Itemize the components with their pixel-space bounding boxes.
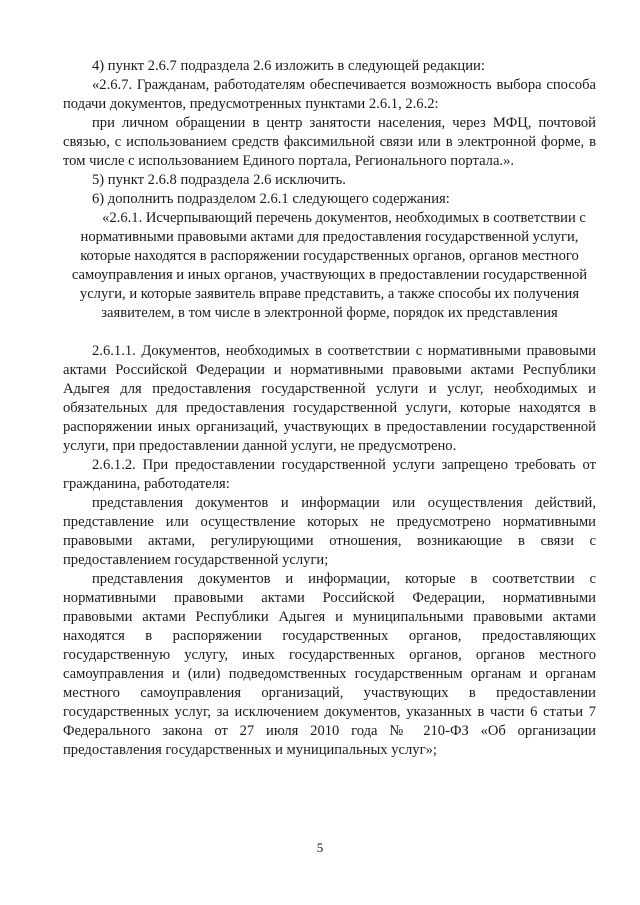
paragraph-2-6-1-1: 2.6.1.1. Документов, необходимых в соответствии с нормативными правовыми актами Российской Федерации и нормативными правовыми актами Республики Адыгея для предоставления государственной услуги и услуг, необходимых и обязательных для предоставления государственной услуги, которые находятся в распоряжении иных организаций, участвующих в предоставлении государственной услуги, при предоставлении данной услуги, не предусмотрено.	[63, 343, 596, 454]
paragraph-submission-methods: при личном обращении в центр занятости населения, через МФЦ, почтовой связью, с использованием средств факсимильной связи или в электронной форме, в том числе с использованием Единого портала, Регионального портала.».	[63, 115, 596, 169]
document-page	[63, 57, 596, 760]
page-number: 5	[316, 840, 324, 855]
paragraph-item-6: 6) дополнить подразделом 2.6.1 следующего содержания:	[92, 191, 450, 207]
paragraph-item-5: 5) пункт 2.6.8 подраздела 2.6 исключить.	[92, 172, 346, 188]
paragraph-prohibition-actions: представления документов и информации или осуществления действий, представление или осуществление которых не предусмотрено нормативными правовыми актами, регулирующими отношения, возникающие в связи с предоставлением государственной услуги;	[63, 495, 596, 568]
paragraph-prohibition-documents: представления документов и информации, которые в соответствии с нормативными правовыми актами Российской Федерации, нормативными правовыми актами Республики Адыгея и муниципальными правовыми актами находятся в распоряжении государственных органов, предоставляющих государственную услугу, иных государственных органов, органов местного самоуправления и (или) подведомственных государственным органам и органам местного самоуправления организаций, участвующих в предоставлении государственных услуг, за исключением документов, указанных в части 6 статьи 7 Федерального закона от 27 июля 2010 года № 210-ФЗ «Об организации предоставления государственных и муниципальных услуг»;	[63, 571, 596, 758]
paragraph-item-4: 4) пункт 2.6.7 подраздела 2.6 изложить в следующей редакции:	[92, 58, 485, 74]
section-spacer	[63, 323, 596, 342]
paragraph-2-6-1-2: 2.6.1.2. При предоставлении государственной услуги запрещено требовать от гражданина, работодателя:	[63, 457, 596, 492]
paragraph-item-2-6-7: «2.6.7. Гражданам, работодателям обеспечивается возможность выбора способа подачи документов, предусмотренных пунктами 2.6.1, 2.6.2:	[63, 77, 596, 112]
section-heading-2-6-1: «2.6.1. Исчерпывающий перечень документов, необходимых в соответствии с нормативными правовыми актами для предоставления государственной услуги, которые находятся в распоряжении государственных органов, органов местного самоуправления и иных органов, участвующих в предоставлении государственной услуги, и которые заявитель вправе представить, а также способы их получения заявителем, в том числе в электронной форме, порядок их представления	[71, 210, 588, 321]
